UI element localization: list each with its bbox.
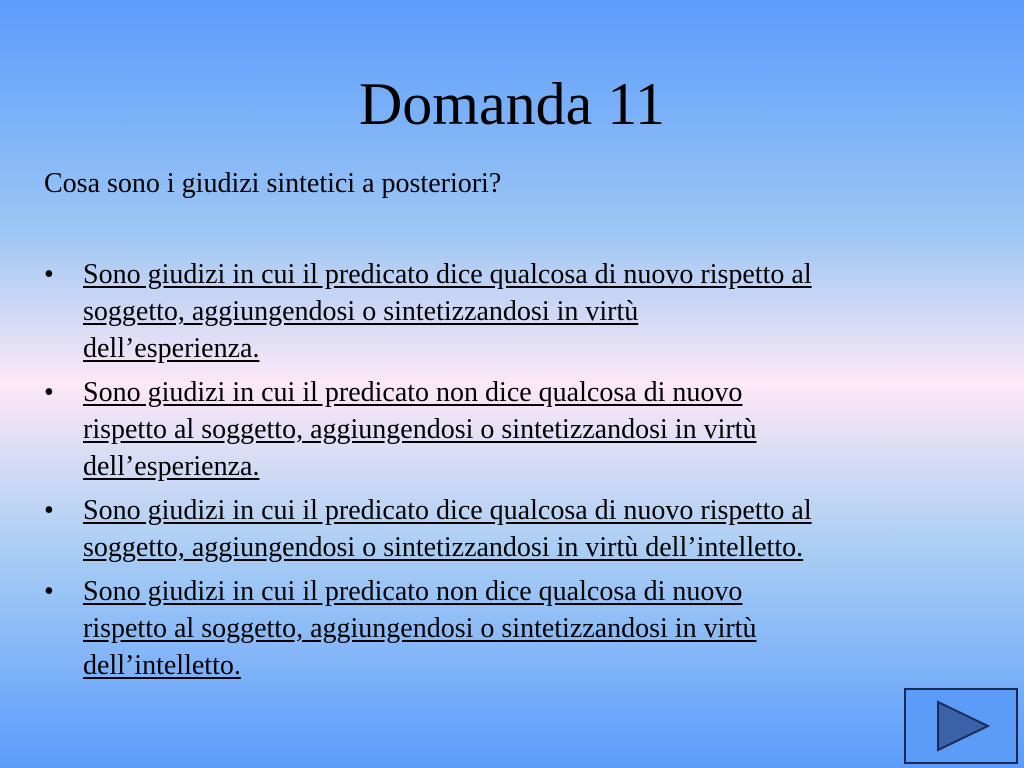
bullet-icon: • xyxy=(44,377,54,408)
answer-line: dell’esperienza. xyxy=(83,333,260,364)
answer-line: Sono giudizi in cui il predicato dice qualcosa di nuovo rispetto al xyxy=(83,495,812,526)
answer-option-1 xyxy=(44,256,984,367)
bullet-icon: • xyxy=(44,495,54,526)
question-text: Cosa sono i giudizi sintetici a posteriori? xyxy=(44,168,502,199)
answer-option-4 xyxy=(44,573,984,684)
answer-line: rispetto al soggetto, aggiungendosi o sintetizzandosi in virtù xyxy=(83,613,757,644)
answer-line: Sono giudizi in cui il predicato non dice qualcosa di nuovo xyxy=(83,576,743,607)
answer-line: Sono giudizi in cui il predicato non dice qualcosa di nuovo xyxy=(83,377,743,408)
answer-link-1[interactable] xyxy=(83,259,812,364)
answer-link-2[interactable] xyxy=(83,377,756,482)
answer-line: soggetto, aggiungendosi o sintetizzandosi in virtù dell’intelletto. xyxy=(83,532,804,563)
answer-option-3 xyxy=(44,492,984,566)
play-triangle-icon xyxy=(936,700,990,752)
slide-title: Domanda 11 xyxy=(358,71,666,137)
answer-link-4[interactable] xyxy=(83,576,756,681)
answer-line: dell’esperienza. xyxy=(83,451,260,482)
answer-option-2 xyxy=(44,374,984,485)
answer-line: dell’intelletto. xyxy=(83,650,241,681)
answer-line: Sono giudizi in cui il predicato dice qualcosa di nuovo rispetto al xyxy=(83,259,812,290)
answer-list xyxy=(44,256,984,691)
next-slide-button[interactable] xyxy=(904,688,1018,764)
answer-line: rispetto al soggetto, aggiungendosi o sintetizzandosi in virtù xyxy=(83,414,757,445)
bullet-icon: • xyxy=(44,259,54,290)
answer-line: soggetto, aggiungendosi o sintetizzandosi in virtù xyxy=(83,296,639,327)
bullet-icon: • xyxy=(44,576,54,607)
answer-link-3[interactable] xyxy=(83,495,812,563)
